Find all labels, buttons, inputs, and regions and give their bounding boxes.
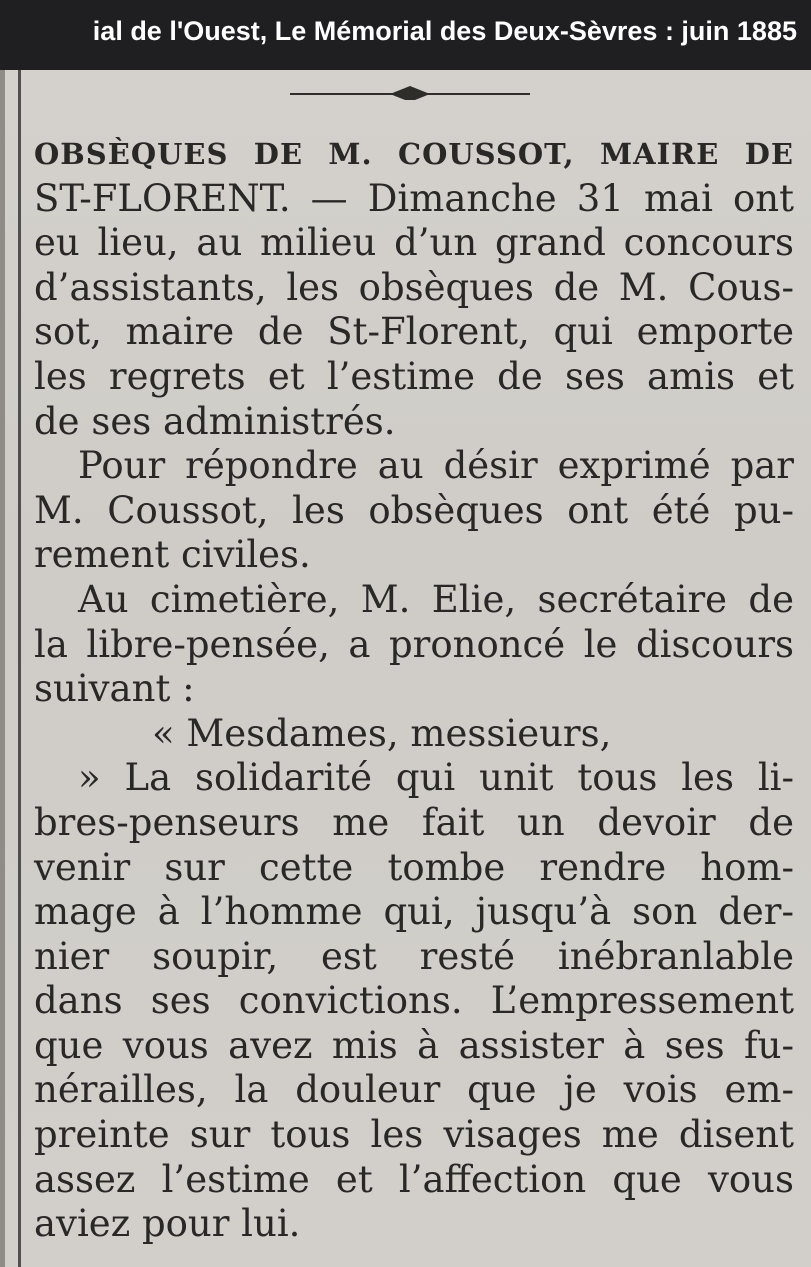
article-heading: OBSÈQUES DE M. COUSSOT, MAIRE DE: [34, 137, 794, 171]
article-line: de ses administrés.: [34, 399, 396, 443]
article-line: M. Coussot, les obsèques ont été pu-: [34, 488, 794, 532]
article-line: sot, maire de St-Florent, qui emporte: [34, 310, 794, 354]
article-line: suivant :: [34, 667, 195, 711]
article-line: preinte sur tous les visages me disent: [34, 1113, 794, 1157]
article-line: Au cimetière, M. Elie, secrétaire de: [78, 577, 794, 621]
window-title-bar: [0, 0, 811, 70]
article-line: que vous avez mis à assister à ses fu-: [34, 1023, 794, 1067]
article-line: ST-FLORENT. — Dimanche 31 mai ont: [34, 176, 794, 220]
article-line: dans ses convictions. L’empressement: [34, 979, 794, 1023]
article-line: nier soupir, est resté inébranlable: [34, 934, 794, 978]
article-line: venir sur cette tombe rendre hom-: [34, 845, 794, 889]
article-line: les regrets et l’estime de ses amis et: [34, 354, 794, 398]
article-line: rement civiles.: [34, 533, 311, 577]
section-divider-ornament-icon: [290, 76, 530, 100]
article-line: bres-penseurs me fait un devoir de: [34, 800, 794, 844]
newspaper-scan: [0, 70, 811, 1267]
article-line: d’assistants, les obsèques de M. Cous-: [34, 265, 794, 309]
article-line: la libre-pensée, a prononcé le discours: [34, 622, 794, 666]
document-title: ial de l'Ouest, Le Mémorial des Deux-Sèvres : juin 1885: [92, 16, 797, 46]
article-line: nérailles, la douleur que je vois em-: [34, 1068, 794, 1112]
article-line: Pour répondre au désir exprimé par: [78, 444, 794, 488]
article-line: mage à l’homme qui, jusqu’à son der-: [34, 890, 794, 934]
speech-salutation: « Mesdames, messieurs,: [152, 711, 612, 755]
article-body: [34, 132, 794, 1247]
article-line: assez l’estime et l’affection que vous: [34, 1157, 794, 1201]
article-line: aviez pour lui.: [34, 1202, 301, 1246]
left-margin-edge: [0, 70, 5, 1267]
article-line: » La solidarité qui unit tous les li-: [78, 756, 794, 800]
column-rule: [18, 70, 21, 1267]
article-line: eu lieu, au milieu d’un grand concours: [34, 221, 794, 265]
